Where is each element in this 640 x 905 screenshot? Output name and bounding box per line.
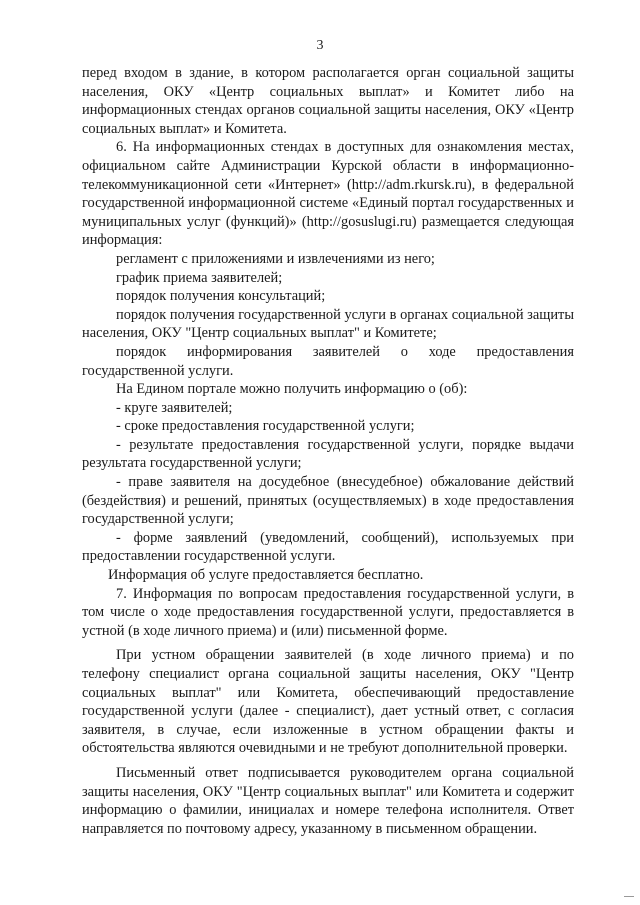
portal-item-forms: - форме заявлений (уведомлений, сообщений), используемых при предоставлении государственной услуги. <box>82 529 574 565</box>
paragraph-6: 6. На информационных стендах в доступных для ознакомления местах, официальном сайте Администрации Курской области в информационно-телекоммуникационной сети «Интернет» (http://adm.rkursk.ru), в федеральной государственной информационной системе «Единый портал государственных и муниципальных услуг (функций)» (http://gosuslugi.ru) размещается следующая информация: <box>82 139 574 249</box>
portal-item-applicants: - круге заявителей; <box>116 399 233 416</box>
paragraph-continuation: перед входом в здание, в котором располагается орган социальной защиты населения, ОКУ «Центр социальных выплат» и Комитет либо на информационных стендах органов социальной защиты населения, ОКУ «Центр социальных выплат» и Комитета. <box>82 65 574 137</box>
scan-edge-mark <box>624 896 634 903</box>
paragraph-free-of-charge: Информация об услуге предоставляется бесплатно. <box>108 567 424 584</box>
portal-item-result: - результате предоставления государственной услуги, порядке выдачи результата государственной услуги; <box>82 436 574 472</box>
document-body <box>82 64 574 838</box>
list-item-consultations: порядок получения консультаций; <box>116 288 326 305</box>
portal-item-term: - сроке предоставления государственной услуги; <box>116 418 415 435</box>
paragraph-7: 7. Информация по вопросам предоставления государственной услуги, в том числе о ходе предоставления государственной услуги, предоставляется в устной (в ходе личного приема) и (или) письменной форме. <box>82 585 574 639</box>
portal-item-appeal-right: - праве заявителя на досудебное (внесудебное) обжалование действий (бездействия) и решений, принятых (осуществляемых) в ходе предоставления государственной услуги; <box>82 474 574 528</box>
portal-info-heading: На Едином портале можно получить информацию о (об): <box>116 381 468 398</box>
list-item-reglament: регламент с приложениями и извлечениями из него; <box>116 250 435 267</box>
list-item-informing-order: порядок информирования заявителей о ходе предоставления государственной услуги. <box>82 343 574 379</box>
list-item-schedule: график приема заявителей; <box>116 269 283 286</box>
paragraph-written-answer: Письменный ответ подписывается руководителем органа социальной защиты населения, ОКУ "Центр социальных выплат" или Комитета и содержит информацию о фамилии, инициалах и номере телефона исполнителя. Ответ направляется по почтовому адресу, указанному в письменном обращении. <box>82 764 574 837</box>
page-number: 3 <box>316 38 324 53</box>
list-item-service-order: порядок получения государственной услуги в органах социальной защиты населения, ОКУ "Центр социальных выплат" и Комитете; <box>82 306 574 342</box>
paragraph-oral-request: При устном обращении заявителей (в ходе личного приема) и по телефону специалист органа социальной защиты населения, ОКУ "Центр социальных выплат" или Комитета, обеспечивающий предоставление государственной услуги (далее - специалист), дает устный ответ, с согласия заявителя, в случае, если изложенные в устном обращении факты и обстоятельства являются очевидными и не требуют дополнительной проверки. <box>82 647 574 757</box>
